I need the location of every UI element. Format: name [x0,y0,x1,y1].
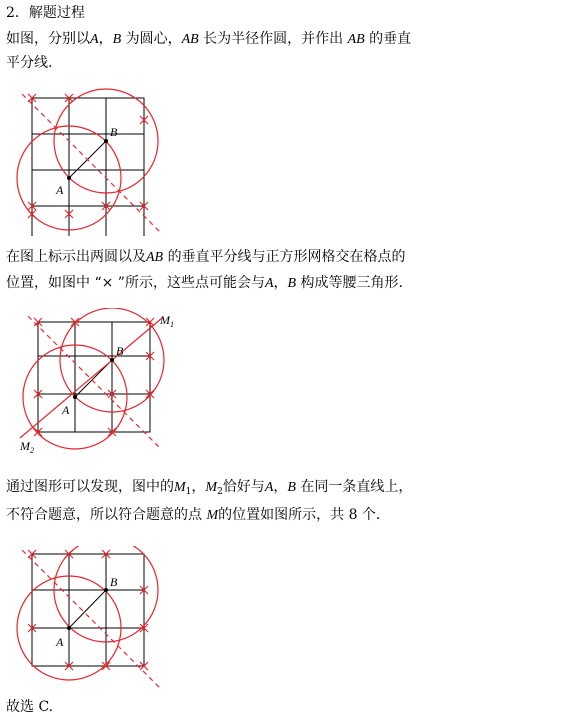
point-b-ref: B [287,480,296,495]
label-b: B [110,575,118,589]
point-b [104,588,108,592]
grid-3 [32,554,144,666]
text: 长为半径作圆，并作出 [203,31,344,47]
point-b [110,358,114,362]
subscript: 1 [185,487,192,497]
label-a: A [62,403,70,417]
construction-2 [20,308,164,449]
point-a-ref: A [264,276,274,291]
grid-1 [32,98,144,236]
subscript: 2 [217,487,223,497]
point-a-ref: A [90,32,99,47]
segment-ab-ref: AB [146,250,164,265]
point-b-ref: B [112,32,122,47]
label-m2: $M_2$ [20,439,34,455]
conclusion: 故选 C. [6,699,54,715]
point-m2-ref: M [205,480,218,495]
text: 的垂直平分线与正方形网格交在格点的 [167,249,406,265]
text: 不符合题意，所以符合题意的点 [6,507,202,523]
point-m1-ref: M [174,480,186,495]
segment-ab-ref: AB [347,32,365,47]
point-b-ref: B [287,276,297,291]
figure-1 [0,86,180,236]
point-m-ref: M [206,508,219,523]
heading: 2．解题过程 [6,5,85,21]
text: ， [191,479,206,495]
text: 如图，分别以 [6,31,90,47]
para3-line1 [6,478,412,501]
text: 恰好与 [222,479,265,495]
point-a [67,626,71,630]
text: ， [273,479,288,495]
label-b: B [116,344,124,358]
label-a: A [56,635,64,649]
label-b: B [110,125,118,139]
point-a [73,395,77,399]
text: ， [98,31,113,47]
para2-line1 [6,248,406,267]
text: 在同一条直线上， [300,479,413,495]
figure-2 [0,308,190,460]
text: 的位置如图所示，共 8 个. [218,507,381,523]
label-a: A [56,183,64,197]
text: 在图上标示出两圆以及 [6,249,146,265]
text: ， [273,275,288,291]
para1-line2: 平分线. [6,55,53,71]
text: 位置，如图中 “× ”所示，这些点可能会与 [6,275,265,291]
point-a-ref: A [264,480,274,495]
construction-1 [17,89,160,232]
para3-line2 [6,506,380,525]
label-m1: $M_1$ [160,313,174,329]
text: 构成等腰三角形. [300,275,403,291]
text: 为圆心， [125,31,182,47]
point-b [104,139,108,143]
text: 通过图形可以发现，图中的 [6,479,174,495]
figure-3 [0,546,180,694]
text: 的垂直 [369,31,412,47]
segment-ab-ref: AB [181,32,199,47]
grid-2 [38,322,150,432]
para1-line1 [6,30,411,49]
point-a [67,176,71,180]
construction-3 [17,546,162,690]
para2-line2 [6,274,403,293]
